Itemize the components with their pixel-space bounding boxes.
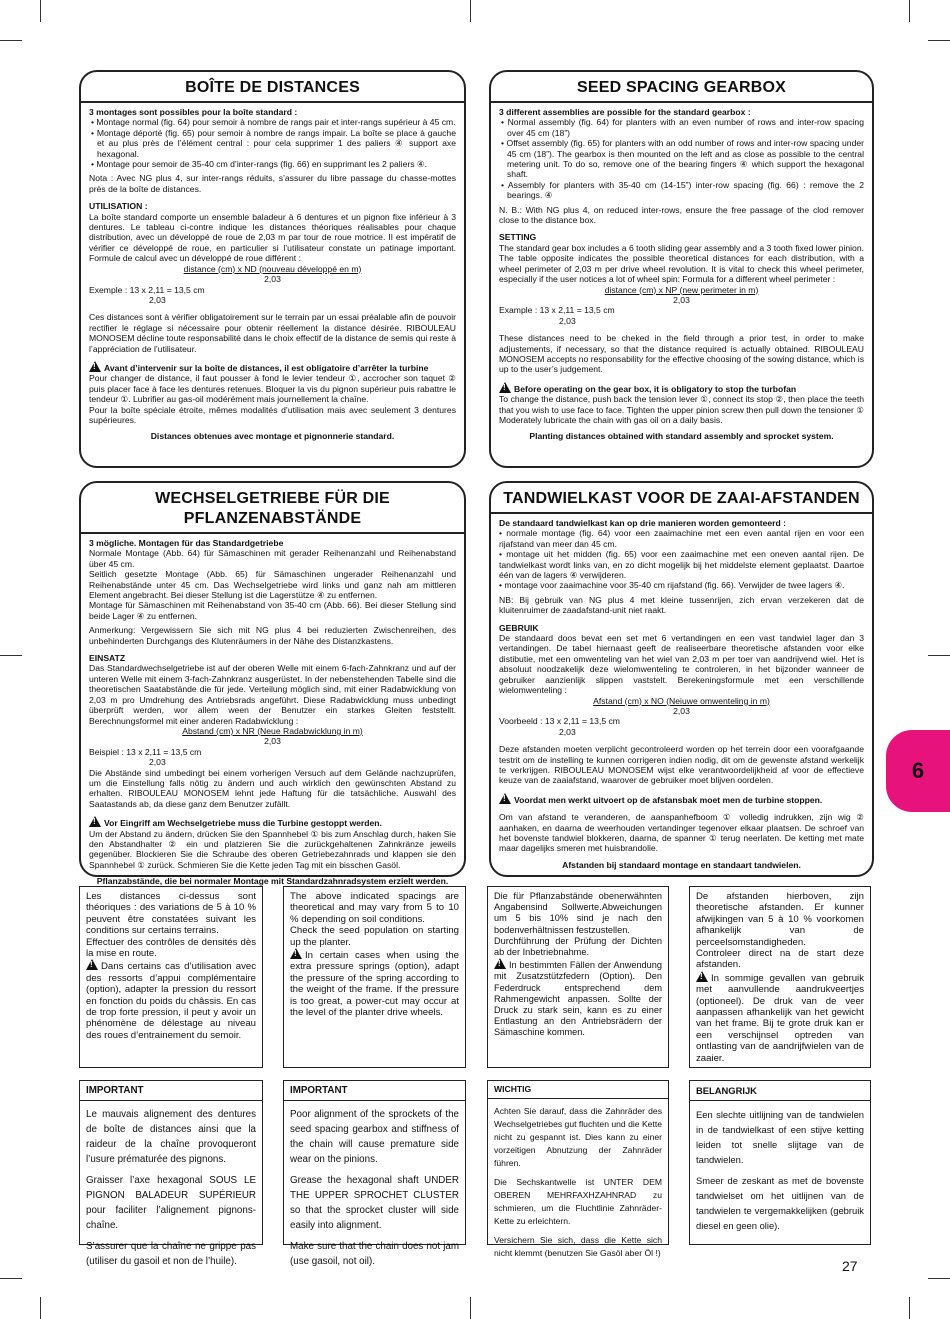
warning-icon [499, 382, 511, 393]
paragraph: The standard gear box includes a 6 tooth sliding gear assembly and a 3 tooth fixed lower pinion. The table opposite indicates the possible theoretical distances for each distribution, with a wheel perimeter of 2,03 m per drive wheel revolution. It is vital to check this wheel perimeter, especially if the user notices a lot of wheel spin: Formula for a different wheel perimeter : [499, 242, 864, 285]
list-item: • normale montage (fig. 64) voor een zaaimachine met een even aantal rijen en voor een rijafstand van meer dan 45 cm. [499, 528, 864, 549]
note-box-fr [79, 886, 263, 1068]
warning-text: Dans certains cas d’utilisation avec des ressorts d’appui complémentaire (option), adapter la pression du ressort en fonction du poids du châssis. En cas de trop forte pression, il peut y avoir un phénomène de délestage au niveau des roues d’entrainement du semoir. [86, 961, 256, 1041]
crop-mark [0, 655, 22, 656]
paragraph: De afstanden hierboven, zijn theoretische afstanden. Er kunner afwijkingen van 5 à 10 % voorkomen afhankelijk van de perceelsomstandigheden. [696, 891, 864, 948]
paragraph: La boîte standard comporte un ensemble baladeur à 6 dentures et un pignon fixe inférieur à 3 dentures. Le tableau ci-contre indique les distances théoriques réalisables pour chaque distribution, avec un développé de roue de 2,03 m par tour de roue motrice. Il est impératif de vérifier ce développé de roue, en particulier si l’utilisateur constate un patinage important. Formule de calcul avec un développé de roue différent : [89, 211, 456, 264]
crop-mark [0, 40, 22, 41]
important-title: IMPORTANT [80, 1083, 262, 1101]
intro: 3 mögliche. Montagen für das Standardgetriebe [89, 538, 284, 548]
paragraph [494, 958, 662, 1038]
note-box-nl [689, 886, 871, 1068]
list-item: Montage für Sämaschinen mit Reihenabstand von 35-40 cm (Abb. 66). Bei dieser Stellung sind beide Lager ④ zu entfernen. [89, 600, 456, 621]
footer: Planting distances obtained with standard assembly and sprocket system. [529, 431, 834, 442]
list-item: • montage voor zaaimachine voor 35-40 cm rijafstand (fig. 66). Verwijder de twee lagers ④. [499, 580, 845, 591]
example-denominator: 2,03 [149, 294, 166, 305]
example: Beispiel : 13 x 2,11 = 13,5 cm [89, 746, 202, 757]
section-title: TANDWIELKAST VOOR DE ZAAI-AFSTANDEN [491, 489, 872, 514]
formula-numerator: distance (cm) x ND (nouveau développé en m) [183, 263, 362, 274]
section-heading: EINSATZ [89, 653, 126, 664]
section-heading: GEBRUIK [499, 622, 539, 633]
warning-icon [89, 361, 101, 372]
intro: De standaard tandwielkast kan op drie manieren worden gemonteerd : [499, 518, 787, 528]
paragraph: Om van afstand te veranderen, de aanspanhefboom ① volledig indrukken, zijn wig ② aanhaken, en daarna de weerhouden vertandinger tegenover elkaar plaatsen. De schroef van het bovenste tandwiel blokkeren, daarna, de spanner ① terug neerlaten. De ketting met mate maar dagelijks smeren met huisbrandolie. [499, 812, 864, 854]
list-item: • Normal assembly (fig. 64) for planters with an even number of rows and inter-row spacing over 45 cm (18”) [501, 117, 864, 138]
paragraph: S’assurer que la chaîne ne grippe pas (utiliser du gasoil et non de l’huile). [86, 1241, 256, 1267]
formula [499, 285, 864, 306]
warning-text: Vor Eingriff am Wechselgetriebe muss die Turbine gestoppt werden. [104, 818, 382, 829]
important-box-en [283, 1080, 466, 1267]
paragraph: Die Abstände sind umbedingt bei einem vorherigen Versuch auf dem Gelände nachzuprüfen, um die Einstellung falls nötig zu ändern und auch wirklich den gewünschten Abstand zu erhalten. RIBOULEAU MONOSEM lehnt jede Haftung für die tatsächliche. Auswahl des Saatastands ab, da diese ganz dem Benutzer zufällt. [89, 767, 456, 809]
warning-text: In bestimmten Fällen der Anwendung mit Zusatzstützfedern (Option). Den Federdruck entsprechend dem Rahmengewicht anpassen. Sollte der Druck zu stark sein, kann es zu einer Entlastung an den Antriebsrädern der Sämaschine kommen. [494, 960, 662, 1038]
paragraph: Die für Pflanzabstände obenerwähnten Angabensind Sollwerte.Abweichungen um 5 bis 10% sind je nach den bodenverhältnissen festzustellen. [494, 891, 662, 935]
section-heading: UTILISATION : [89, 201, 148, 212]
warning-text: Avant d’intervenir sur la boîte de distances, il est obligatoire d’arrêter la turbine [104, 362, 429, 373]
note-box-en [283, 886, 466, 1068]
list-item: Seitlich gesetzte Montage (Abb. 65) für Sämaschinen ungerader Reihenanzahl und Reihenabstände unter 45 cm. Das Wechselgetriebe wird links und ganz nah am mittleren Element angebracht. Bei dieser Stellung ist die Lagerstütze ④ zu entfernen. [89, 569, 456, 601]
crop-mark [0, 1278, 22, 1279]
section-nl [489, 481, 874, 877]
paragraph: The above indicated spacings are theoretical and may vary from 5 to 10 % depending on soil conditions. [290, 891, 459, 925]
paragraph: Pour la boîte spéciale étroite, mêmes modalités d’utilisation mais avec seulement 3 dentures supérieures. [89, 404, 456, 425]
warning-text: Before operating on the gear box, it is obligatory to stop the turbofan [514, 383, 797, 394]
footer: Pflanzabstände, die bei normaler Montage mit Standardzahnradsystem erzielt werden. [96, 876, 449, 887]
paragraph: Deze afstanden moeten verplicht gecontroleerd worden op het terrein door een voorafgaande testrit om de instelling te kunnen corrigeren indien nodig, dit om de gewenste afstand werkelijk te verkrijgen. RIBOULEAU MONOSEM wijst elke verantwoordelijkheid af voor de effectieve keuze van de zaaiafstand, waarover de gebruiker moet blijven oordelen. [499, 744, 864, 786]
warning-icon [696, 971, 708, 982]
crop-mark [909, 1297, 910, 1319]
warning-text: In certain cases when using the extra pressure springs (option), adapt the pressure of the spring according to the weight of the frame. If the pressure is too great, a power-cut may occur at the level of the planter drive wheels. [290, 950, 459, 1019]
formula-numerator: distance (cm) x NP (new perimeter in m) [604, 284, 759, 295]
example-denominator: 2,03 [149, 757, 166, 768]
paragraph [290, 948, 459, 1018]
warning [89, 361, 456, 373]
formula-denominator: 2,03 [264, 736, 281, 747]
crop-mark [928, 40, 950, 41]
paragraph: Make sure that the chain does not jam (use gasoil, not oil). [290, 1241, 459, 1267]
formula-numerator: Afstand (cm) x NO (Neiuwe omwenteling in m) [593, 695, 770, 706]
note: N. B.: With NG plus 4, on reduced inter-rows, ensure the free passage of the clod remover close to the distance box. [499, 204, 864, 226]
footer: Distances obtenues avec montage et pignonnerie standard. [150, 431, 395, 442]
paragraph: Durchführung der Prüfung der Dichten ab der Inbetriebnahme. [494, 935, 662, 958]
section-title: WECHSELGETRIEBE FÜR DIE PFLANZENABSTÄNDE [81, 489, 464, 534]
crop-mark [470, 1297, 471, 1319]
example: Exemple : 13 x 2,11 = 13,5 cm [89, 284, 205, 295]
paragraph: De standaard doos bevat een set met 6 vertandingen en een vast tandwiel lager dan 3 vertandingen. De tabel hiernaast geeft de realiseerbare theoretische afstanden voor elke distibutie, met een omwenteling van het wiel van 2,03 m per toer van aandrijvend wiel. Het is absoluut noodzakelijk deze wielomwenteling te controleren, in het bijzonder wanneer de gebruiker aanzienlijk slippen vaststelt. Berekeningsformule met een verschillende wielomwenteling : [499, 633, 864, 696]
section-heading: SETTING [499, 232, 537, 243]
paragraph: Das Standardwechselgetriebe ist auf der oberen Welle mit einem 6-fach-Zahnkranz und auf der unteren Welle mit einem 3-fach-Zahnkranz ausgerüstet. In der nebenstehenden Tabelle sind die theoretischen Saatabstände die für jede. Verteilung möglich sind, mit einer Radabwicklung von 2,03 m pro Umdrehung des Antriebsrads angeführt. Diese Radabwicklung muss unbedingt überprüft werden, wor allem ween der Benutzer ein starkes Gleiten feststellt. Berechnungsformel mit einer anderen Radabwicklung : [89, 663, 456, 726]
note: Anmerkung: Vergewissern Sie sich mit NG plus 4 bei reduzierten Zwischenreihen, des unbehinderten Durchgangs des Klutenräumers in der Nähe des Distanzkastens. [89, 625, 456, 646]
list-item: • Montage déporté (fig. 65) pour semoir à nombre de rangs impair. La boîte se place à gauche et au plus près de l’élément central : pour cela supprimer 1 des paliers ④ support axe hexagonal. [91, 127, 456, 159]
important-title: WICHTIG [488, 1083, 668, 1099]
warning [499, 382, 864, 394]
warning [89, 816, 456, 828]
note: NB: Bij gebruik van NG plus 4 met kleine tussenrijen, zich ervan verzekeren dat de kluitenruimer de zaadafstand-unit niet raakt. [499, 594, 864, 616]
important-title: BELANGRIJK [690, 1083, 870, 1101]
paragraph: Um der Abstand zu ändern, drücken Sie den Spannhebel ① bis zum Anschlag durch, haken Sie den Abstandhalter ② ein und platzieren Sie die zurückgehaltenen Zahnkränze jeweils gegenüber. Blockieren Sie die Schraube des oberen Getriebezahnrads und klappen sie den Spannhebel ① zurück. Schmieren Sie die Kette jeden Tag mit ein bisschen Gasöl. [89, 828, 456, 870]
example: Voorbeeld : 13 x 2,11 = 13,5 cm [499, 716, 620, 727]
paragraph [696, 971, 864, 1064]
crop-mark [40, 0, 41, 22]
paragraph: Controleer direct na de start deze afstanden. [696, 948, 864, 971]
paragraph: To change the distance, push back the tension lever ①, connect its stop ②, then place the teeth that you wish to use face to face. Tighten the upper pinion screw then pull down the tensioner ① Moderately lubricate the chain with gas oil on a daily basis. [499, 394, 864, 425]
paragraph: Grease the hexagonal shaft UNDER THE UPPER SPROCHET CLUSTER so that the sprocket cluster will side easily into alignment. [290, 1175, 459, 1231]
paragraph: Check the seed population on starting up the planter. [290, 925, 459, 948]
crop-mark [40, 1297, 41, 1319]
formula [499, 696, 864, 717]
intro: 3 montages sont possibles pour la boîte standard : [89, 107, 298, 117]
warning [499, 793, 864, 805]
paragraph: Smeer de zeskant as met de bovenste tandwielset om het uitlijnen van de tandwielen te vergemakkelijken (gebruik diesel en geen olie). [696, 1175, 864, 1231]
section-en [489, 70, 874, 468]
list-item: • Offset assembly (fig. 65) for planters with an odd number of rows and inter-row spacing under 45 cm (18”). The gearbox is then mounted on the left and as close as possible to the central metering unit. To do so, remove one of the bearing fingers ④ which support the hexagonal shaft. [501, 138, 864, 180]
section-fr [79, 70, 466, 468]
paragraph: Effectuer des contrôles de densités dès la mise en route. [86, 936, 256, 960]
paragraph: Versichern Sie sich, dass die Kette sich nicht klemmt (benutzen Sie Gasöl aber Öl !) [494, 1235, 662, 1258]
important-box-nl [689, 1080, 871, 1245]
paragraph: Graisser l’axe hexagonal SOUS LE PIGNON BALADEUR SUPÉRIEUR pour faciliter l’alignement pignons-chaîne. [86, 1175, 256, 1231]
paragraph: Ces distances sont à vérifier obligatoirement sur le terrain par un essai préalable afin de pouvoir rectifier le réglage si nécessaire pour obtenir réellement la distance désirée. RIBOULEAU MONOSEM décline toute responsabilité dans le choix effectif de la distance de semis qui reste à l’appréciation de l’utilisateur. [89, 312, 456, 354]
warning-icon [499, 793, 511, 804]
paragraph: Les distances ci-dessus sont théoriques : des variations de 5 à 10 % peuvent être constatées suivant les conditions sur certains terrains. [86, 891, 256, 937]
list-item: • Assembly for planters with 35-40 cm (14-15”) inter-row spacing (fig. 66) : remove the 2 bearings. ④ [501, 179, 864, 201]
footer: Afstanden bij standaard montage en standaart tandwielen. [562, 859, 801, 870]
warning-text: In sommige gevallen van gebruik met aanvullende aandrukveertjes (optioneel). De druk van de veer aanpassen afhankelijk van het gewicht van het frame. Bij te grote druk kan er een verschijnsel optreden van ontlasting van de aandrijfwielen van de zaaier. [696, 972, 864, 1064]
important-title: IMPORTANT [284, 1083, 465, 1101]
warning-icon [86, 959, 98, 970]
formula-denominator: 2,03 [673, 294, 690, 305]
section-de [79, 481, 466, 887]
warning-icon [290, 948, 302, 959]
page-number: 27 [842, 1258, 858, 1274]
list-item: • Montage pour semoir de 35-40 cm d’inter-rangs (fig. 66) en supprimant les 2 paliers ④. [91, 159, 427, 170]
crop-mark [928, 1278, 950, 1279]
paragraph: Pour changer de distance, il faut pousser à fond le levier tendeur ①, accrocher son taquet ② puis placer face à face les dentures retenues. Bloquer la vis du pignon supérieur puis rabattre le tendeur ①. Lubrifier au gas-oil modérément mais journellement la chaîne. [89, 373, 456, 405]
paragraph: These distances need to be cheked in the field through a prior test, in order to make adjustements, if necessary, so that the distance required is actually obtained. RIBOULEAU MONOSEM accepts no responsability for the effective choosing of the sowing distance, which is up to the user’s judgement. [499, 333, 864, 375]
paragraph: Poor alignment of the sprockets of the seed spacing gearbox and stiffness of the chain will cause premature side wear on the pinions. [290, 1109, 459, 1165]
crop-mark [909, 0, 910, 22]
paragraph: Le mauvais alignement des dentures de boîte de distances ainsi que la raideur de la chaîne provoqueront l’usure prématurée des pignons. [86, 1109, 256, 1165]
list-item: Normale Montage (Abb. 64) für Sämaschinen mit gerader Reihenanzahl und Reihenabstand über 45 cm. [89, 548, 456, 569]
chapter-tab: 6 [886, 730, 950, 812]
list-item: • montage uit het midden (fig. 65) voor een zaaimachine met een oneven aantal rijen. De tandwielkast wordt links van, en zo dicht mogelijk bij het middelste element geplaatst. Daartoe één van de lagers ④ verwijderen. [499, 549, 864, 581]
important-box-fr [79, 1080, 263, 1267]
paragraph: Die Sechskantwelle ist UNTER DEM OBEREN MEHRFAXHZAHNRAD zu schmieren, um die Fluchtlinie Zahnräder-Kette zu erleichtern. [494, 1177, 662, 1226]
formula-denominator: 2,03 [264, 274, 281, 285]
formula [89, 264, 456, 285]
intro: 3 different assemblies are possible for the standard gearbox : [499, 107, 751, 117]
formula-denominator: 2,03 [673, 705, 690, 716]
section-title: BOÎTE DE DISTANCES [81, 78, 464, 103]
warning-icon [89, 816, 101, 827]
important-box-de [487, 1080, 669, 1258]
note-box-de [487, 886, 669, 1068]
crop-mark [928, 655, 950, 656]
list-item: • Montage normal (fig. 64) pour semoir à nombre de rangs pair et inter-rangs supérieur à 45 cm. [91, 117, 456, 128]
warning-icon [494, 958, 506, 969]
example: Example : 13 x 2,11 = 13,5 cm [499, 305, 615, 316]
paragraph: Een slechte uitlijning van de tandwielen in de tandwielkast of een stijve ketting leiden tot snelle slijtage van de tandwielen. [696, 1109, 864, 1165]
note: Nota : Avec NG plus 4, sur inter-rangs réduits, s’assurer du libre passage du chasse-mottes près de la boîte de distances. [89, 173, 456, 194]
formula-numerator: Abstand (cm) x NR (Neue Radabwicklung in m) [182, 725, 363, 736]
example-denominator: 2,03 [559, 726, 576, 737]
crop-mark [470, 0, 471, 22]
example-denominator: 2,03 [559, 315, 576, 326]
paragraph: Achten Sie darauf, dass die Zahnräder des Wechselgetriebes gut fluchten und die Kette nicht zu gespannt ist. Dies kann zu einer vorzeitigen Abnutzung der Zahnräder führen. [494, 1106, 663, 1168]
warning-text: Voordat men werkt uitvoert op de afstansbak moet men de turbine stoppen. [514, 794, 823, 805]
formula [89, 726, 456, 747]
paragraph [86, 959, 256, 1041]
section-title: SEED SPACING GEARBOX [491, 78, 872, 103]
